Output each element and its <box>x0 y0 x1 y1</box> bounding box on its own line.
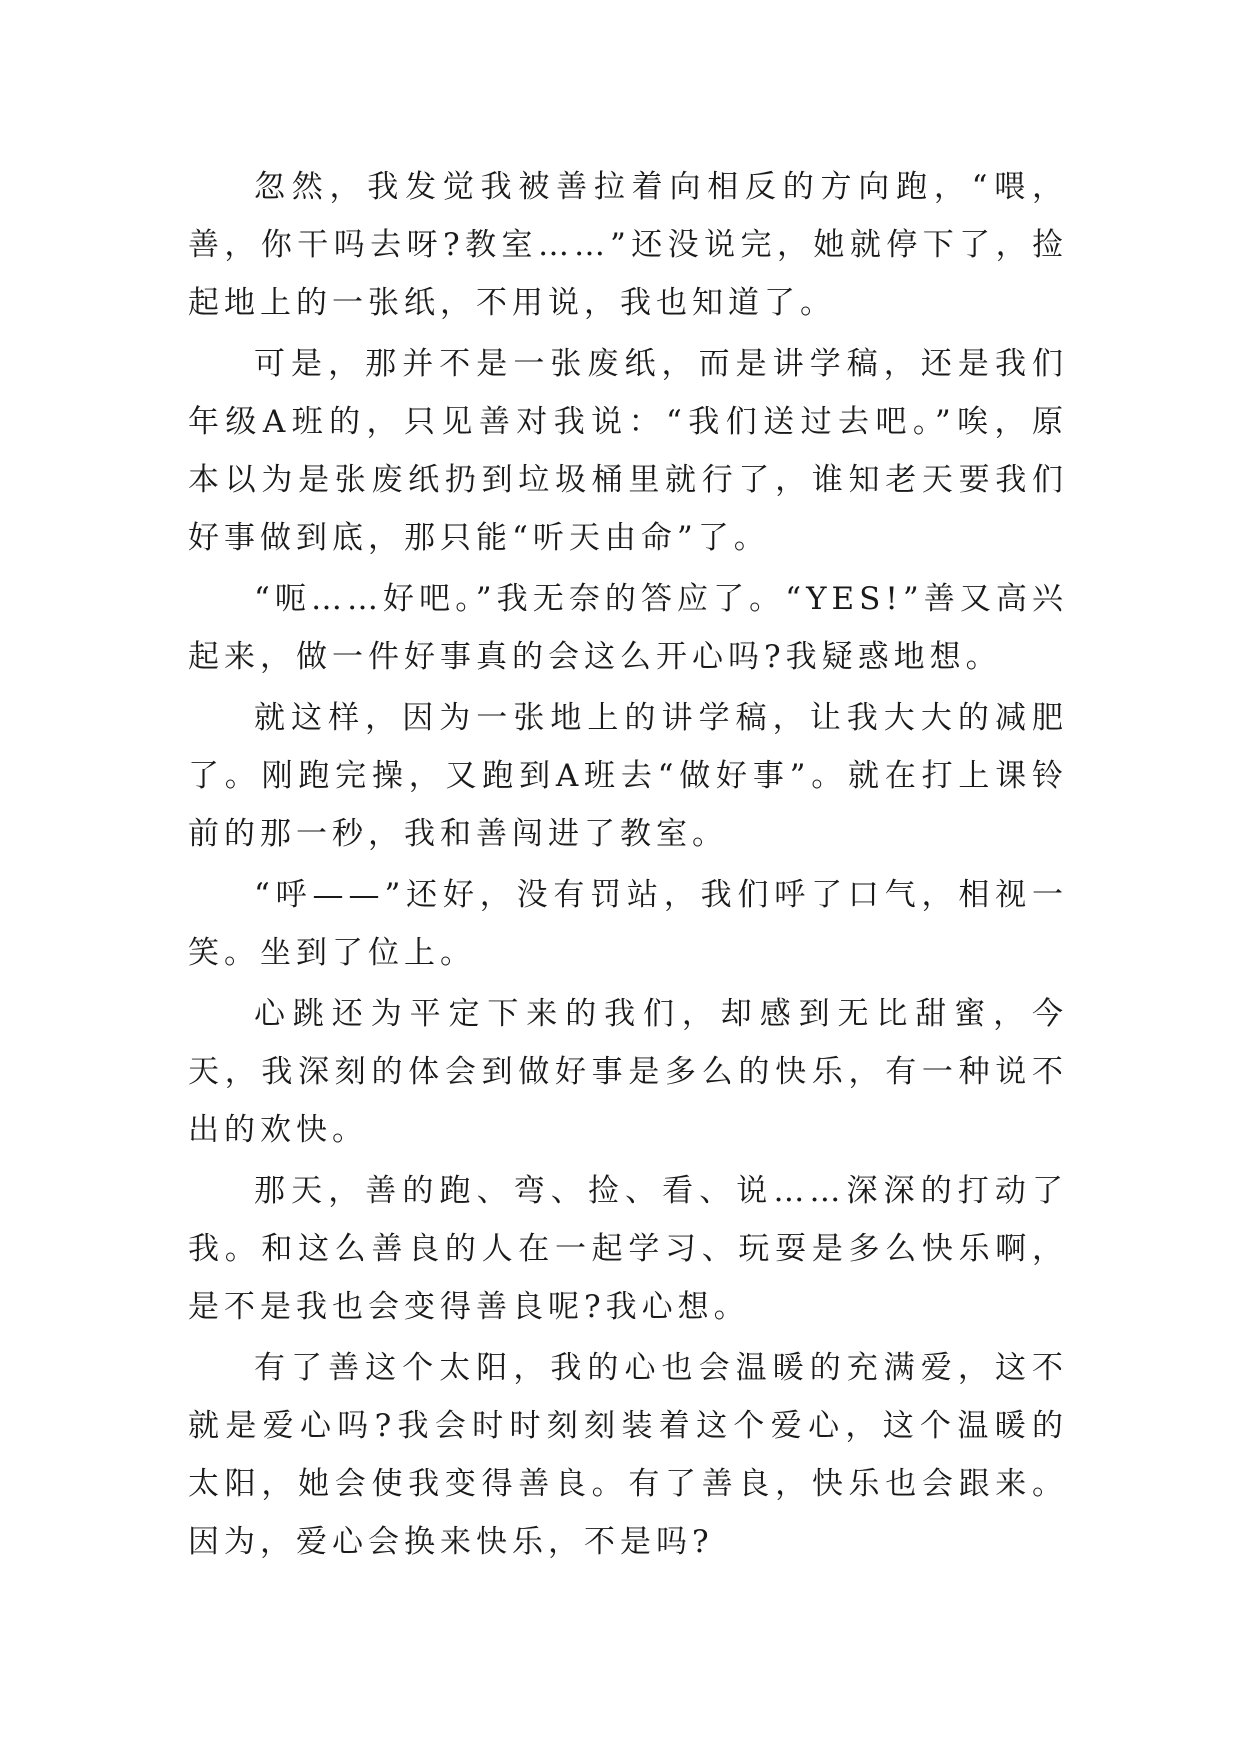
document-body <box>188 158 1068 1574</box>
paragraph-1: 忽然，我发觉我被善拉着向相反的方向跑，“喂，善，你干吗去呀?教室……”还没说完，她就停下了，捡起地上的一张纸，不用说，我也知道了。 <box>188 169 1068 321</box>
paragraph-4: 就这样，因为一张地上的讲学稿，让我大大的减肥了。刚跑完操，又跑到A班去“做好事”。就在打上课铃前的那一秒，我和善闯进了教室。 <box>188 700 1068 852</box>
paragraph-6: 心跳还为平定下来的我们，却感到无比甜蜜，今天，我深刻的体会到做好事是多么的快乐，有一种说不出的欢快。 <box>188 996 1068 1148</box>
paragraph-3: “呃……好吧。”我无奈的答应了。“YES!”善又高兴起来，做一件好事真的会这么开心吗?我疑惑地想。 <box>188 581 1068 675</box>
paragraph-7: 那天，善的跑、弯、捡、看、说……深深的打动了我。和这么善良的人在一起学习、玩耍是多么快乐啊，是不是我也会变得善良呢?我心想。 <box>188 1173 1068 1325</box>
paragraph-2: 可是，那并不是一张废纸，而是讲学稿，还是我们年级A班的，只见善对我说：“我们送过去吧。”唉，原本以为是张废纸扔到垃圾桶里就行了，谁知老天要我们好事做到底，那只能“听天由命”了。 <box>188 346 1068 556</box>
paragraph-8: 有了善这个太阳，我的心也会温暖的充满爱，这不就是爱心吗?我会时时刻刻装着这个爱心，这个温暖的太阳，她会使我变得善良。有了善良，快乐也会跟来。因为，爱心会换来快乐，不是吗? <box>188 1350 1068 1560</box>
paragraph-5: “呼——”还好，没有罚站，我们呼了口气，相视一笑。坐到了位上。 <box>188 877 1068 971</box>
